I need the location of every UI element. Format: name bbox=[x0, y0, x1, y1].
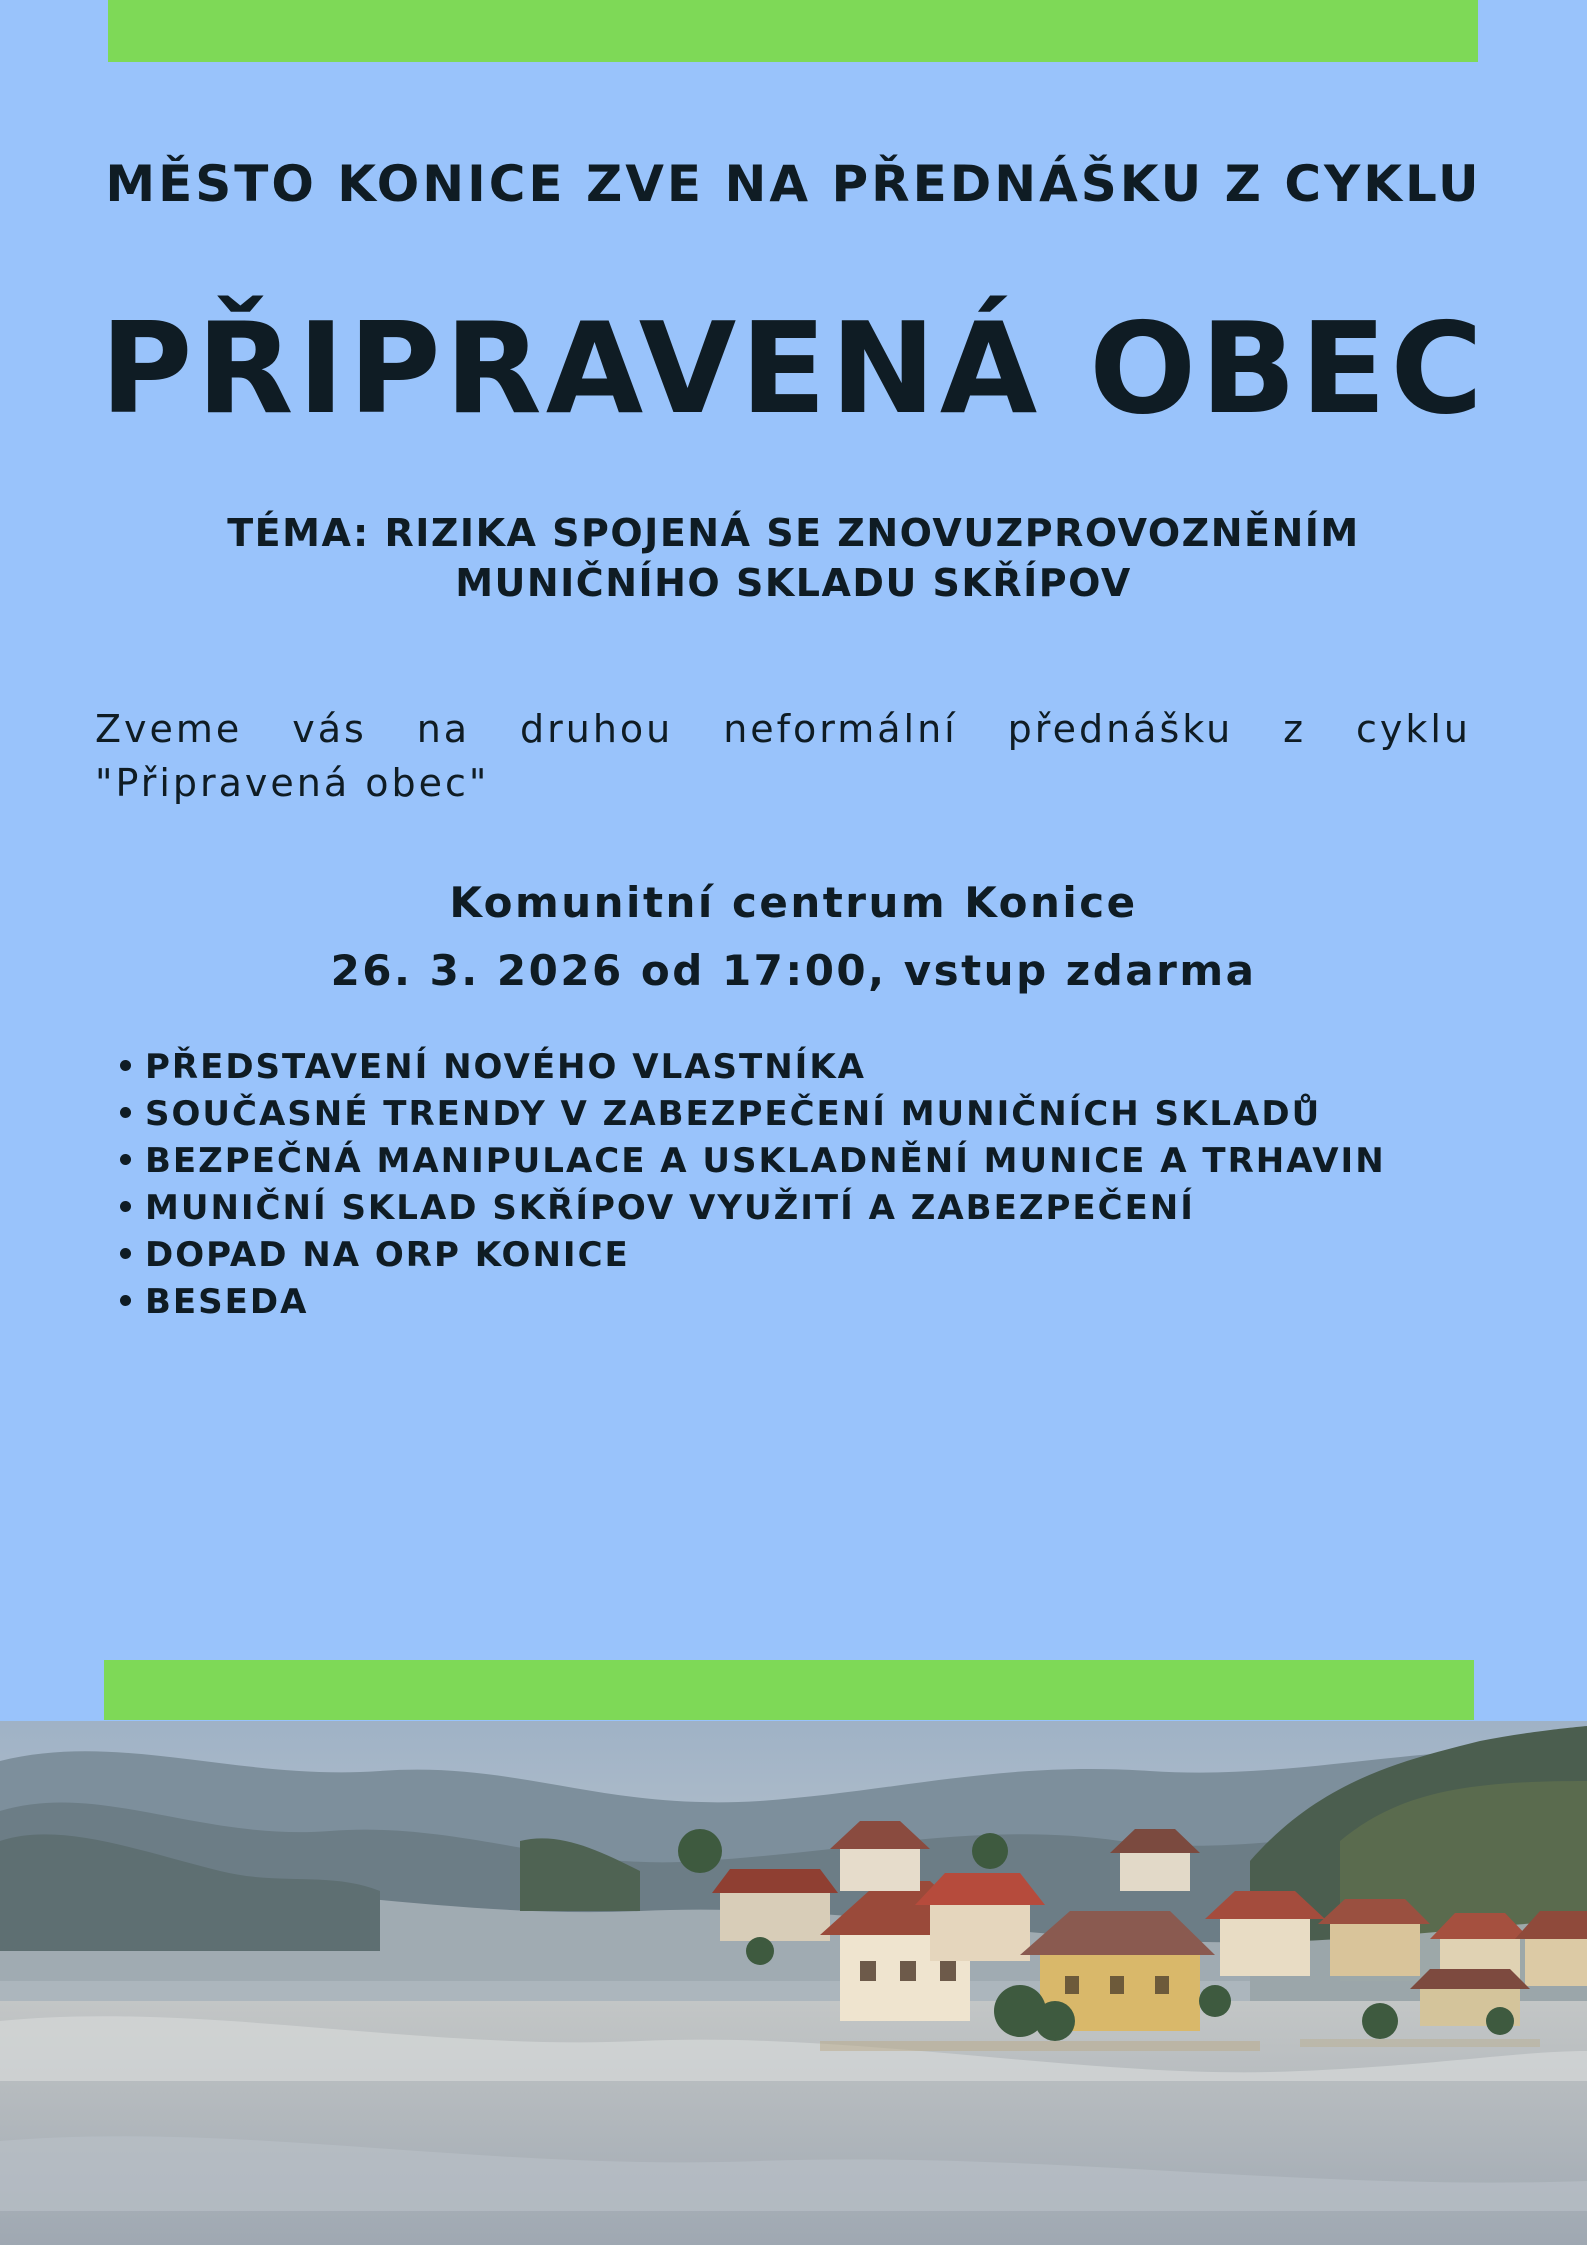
bullet-icon bbox=[120, 1154, 131, 1165]
bullet-icon bbox=[120, 1248, 131, 1259]
bottom-accent-bar bbox=[104, 1660, 1474, 1720]
topic-line-1: TÉMA: RIZIKA SPOJENÁ SE ZNOVUZPROVOZNĚNÍM bbox=[227, 511, 1360, 555]
bullet-icon bbox=[120, 1060, 131, 1071]
agenda-item-label: PŘEDSTAVENÍ NOVÉHO VLASTNÍKA bbox=[145, 1047, 866, 1087]
agenda-item bbox=[120, 1091, 1386, 1138]
agenda-item-label: BEZPEČNÁ MANIPULACE A USKLADNĚNÍ MUNICE A TRHAVIN bbox=[145, 1141, 1386, 1181]
bullet-icon bbox=[120, 1201, 131, 1212]
intro-line-2: "Připravená obec" bbox=[95, 761, 490, 805]
agenda-item bbox=[120, 1138, 1386, 1185]
kicker-heading: MĚSTO KONICE ZVE NA PŘEDNÁŠKU Z CYKLU bbox=[105, 155, 1482, 213]
page-title: PŘIPRAVENÁ OBEC bbox=[100, 295, 1487, 442]
agenda-item bbox=[120, 1279, 1386, 1326]
intro-paragraph bbox=[95, 702, 1471, 810]
bullet-icon bbox=[120, 1295, 131, 1306]
topic-line-2: MUNIČNÍHO SKLADU SKŘÍPOV bbox=[455, 561, 1132, 605]
agenda-item bbox=[120, 1044, 1386, 1091]
event-datetime: 26. 3. 2026 od 17:00, vstup zdarma bbox=[330, 946, 1257, 995]
bullet-icon bbox=[120, 1107, 131, 1118]
agenda-list bbox=[120, 1044, 1386, 1326]
agenda-item-label: SOUČASNÉ TRENDY V ZABEZPEČENÍ MUNIČNÍCH SKLADŮ bbox=[145, 1094, 1322, 1134]
agenda-item bbox=[120, 1232, 1386, 1279]
agenda-item bbox=[120, 1185, 1386, 1232]
flooded-village-illustration bbox=[0, 1721, 1587, 2245]
topic-heading bbox=[0, 508, 1587, 608]
agenda-item-label: BESEDA bbox=[145, 1282, 309, 1322]
agenda-item-label: MUNIČNÍ SKLAD SKŘÍPOV VYUŽITÍ A ZABEZPEČENÍ bbox=[145, 1188, 1195, 1228]
agenda-item-label: DOPAD NA ORP KONICE bbox=[145, 1235, 630, 1275]
intro-line-1: Zveme vás na druhou neformální přednášku z cyklu bbox=[95, 707, 1471, 751]
top-accent-bar bbox=[108, 0, 1478, 62]
event-venue: Komunitní centrum Konice bbox=[449, 878, 1138, 927]
